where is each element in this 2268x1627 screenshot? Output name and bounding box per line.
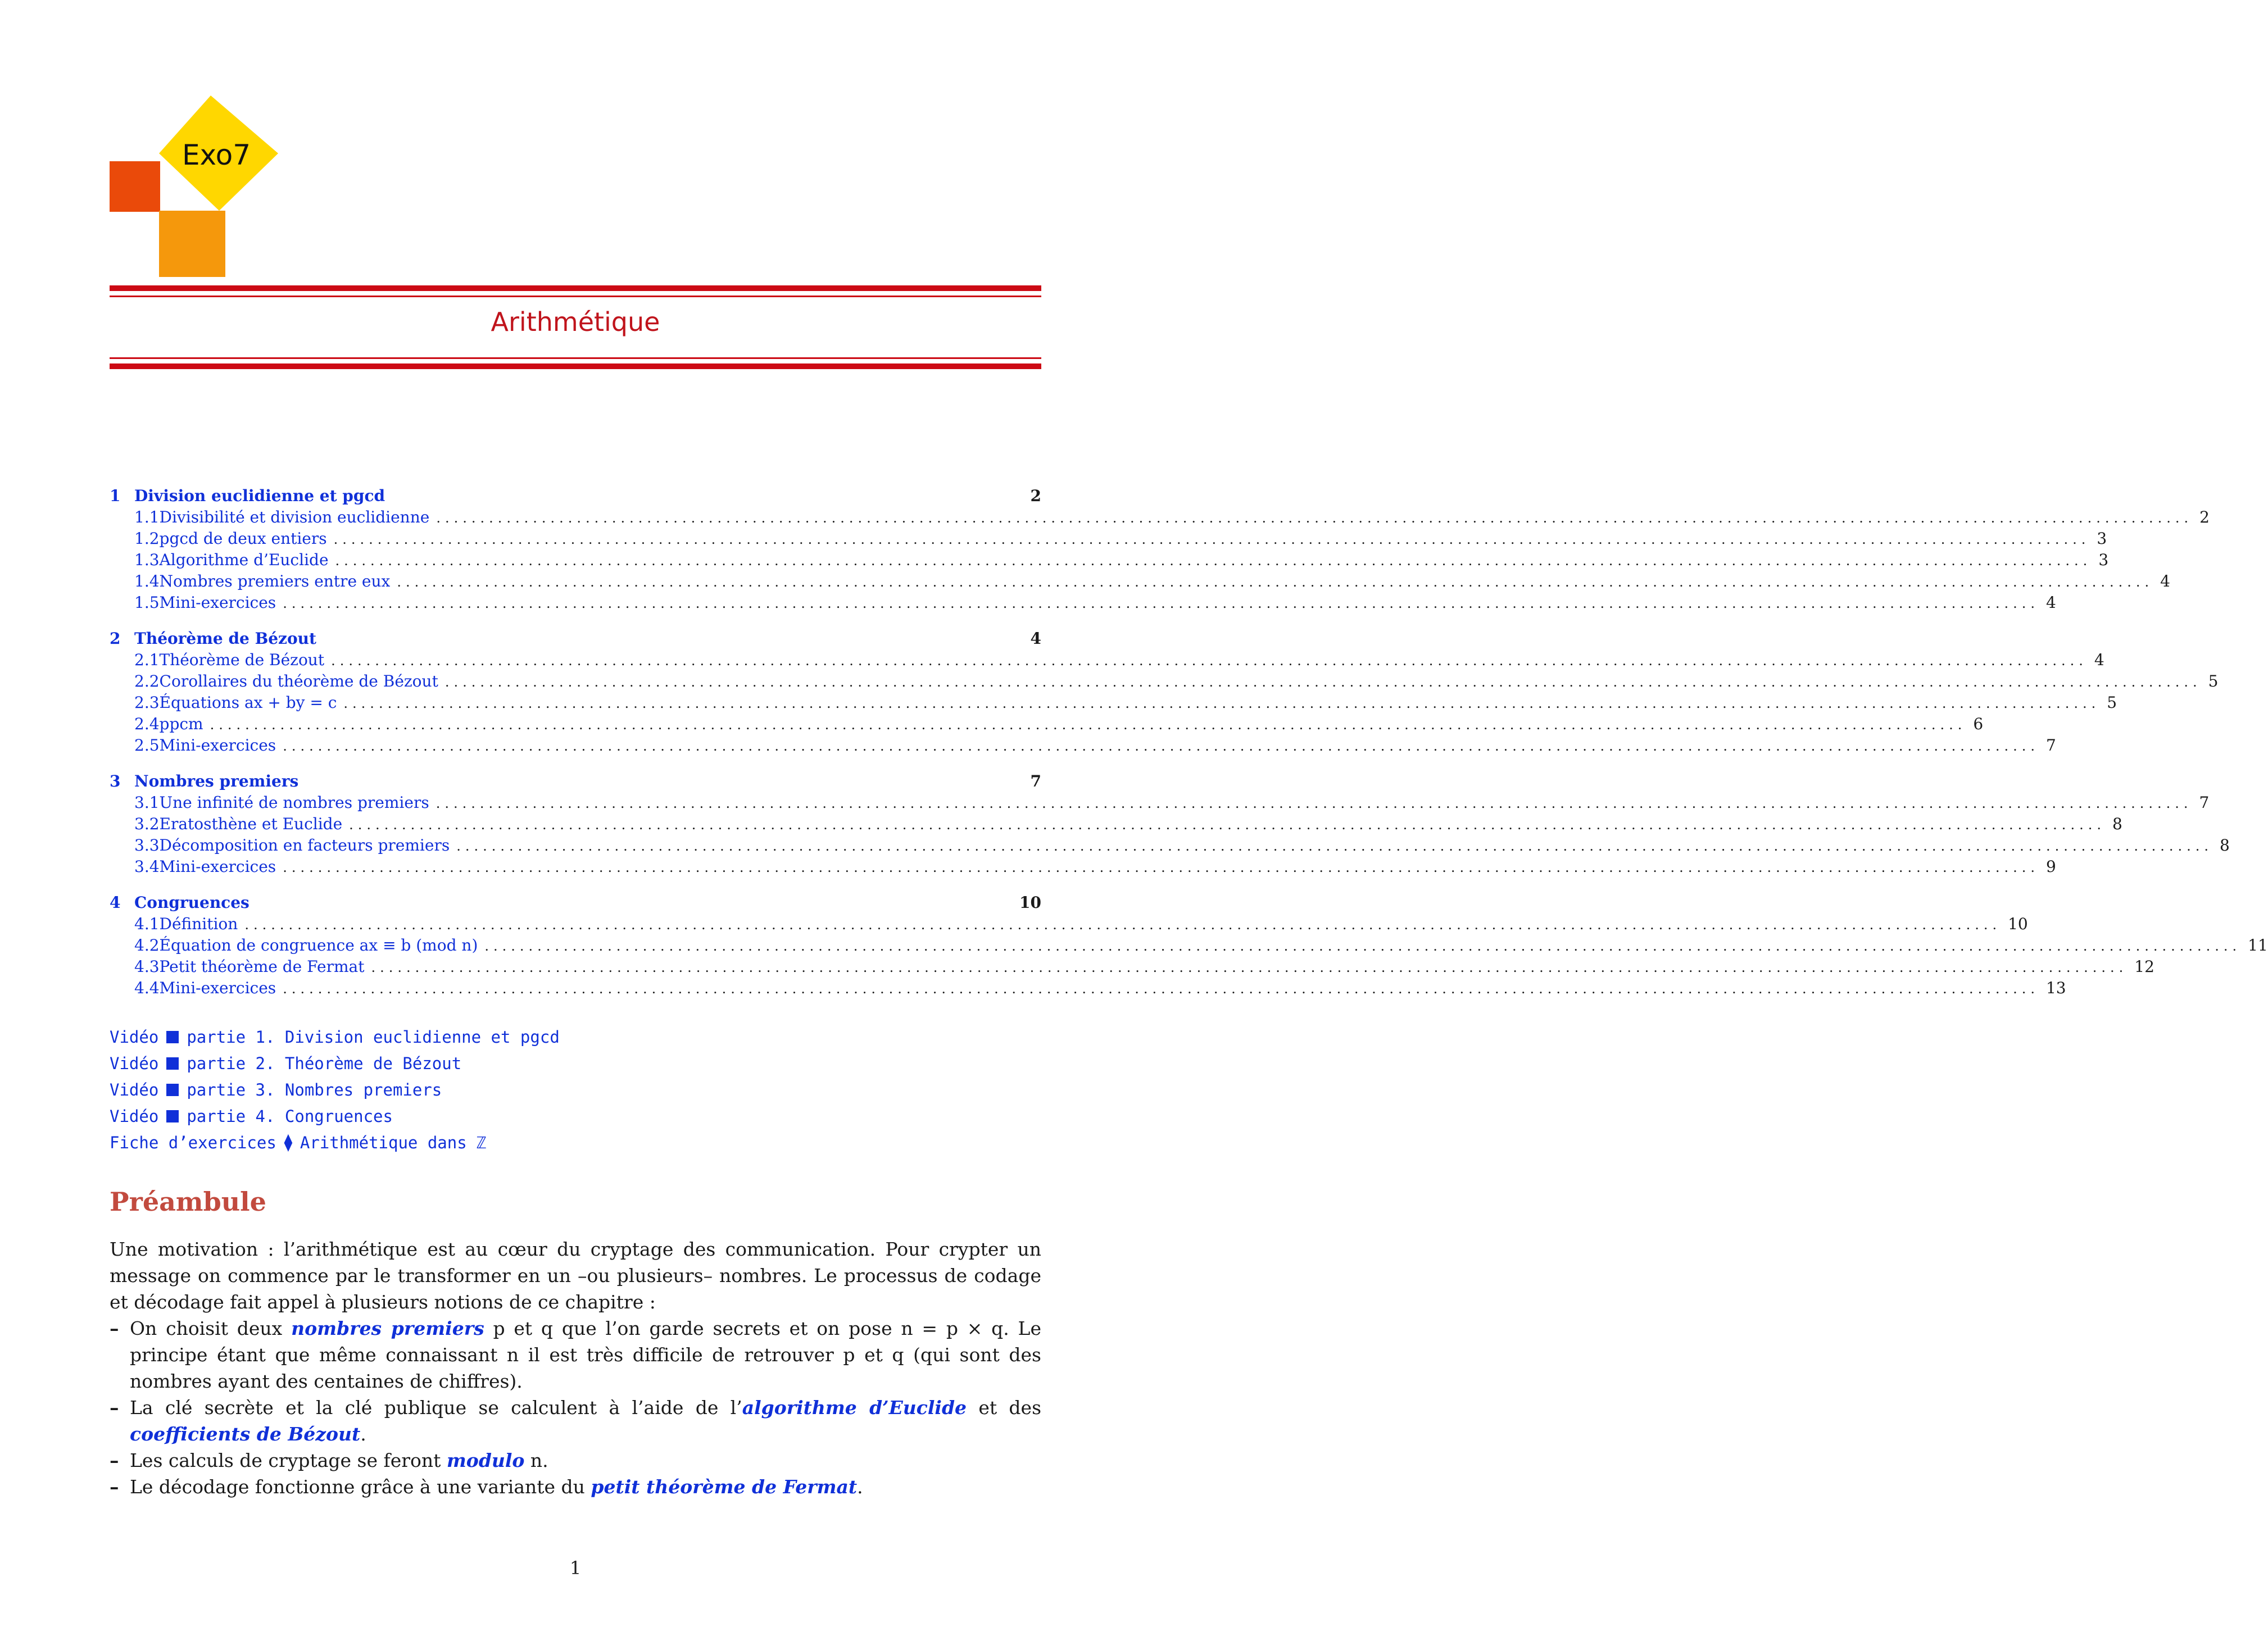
toc-page: 5 [2208,672,2219,690]
toc-page: 12 [2134,957,2154,976]
toc-leader: ........................................................................................................................................................................................................ [335,553,2092,569]
toc-subentry[interactable] [110,672,2219,693]
toc-subentry[interactable] [110,793,2210,815]
toc-subentry[interactable] [110,551,2109,572]
list-item: – On choisit deux nombres premiers p et q que l’on garde secrets et on pose n = p × q. Le principe étant que même connaissant n il est très difficile de retrouver p et q (qui sont des nombres ayant des centaines de chiffres). [110,1315,1041,1394]
toc-page: 7 [1030,772,1041,790]
toc-title: Équation de congruence ax ≡ b (mod n) [159,936,478,955]
toc-title: Mini-exercices [159,593,276,612]
toc-subentry[interactable] [110,651,2104,672]
video-link-3[interactable]: Vidéo partie 3. Nombres premiers [110,1080,442,1099]
toc-page: 4 [2160,572,2170,590]
toc-title: ppcm [159,715,203,733]
page-number: 1 [569,1557,582,1579]
toc-page: 13 [2045,979,2066,997]
toc-leader: ........................................................................................................................................................................................................ [456,838,2213,854]
toc-number: 1 [110,487,121,505]
toc-number: 4 [110,893,121,912]
toc-number: 2 [110,629,121,648]
toc-title: Divisibilité et division euclidienne [159,508,430,526]
toc-page: 8 [2220,836,2230,855]
logo-text: Exo7 [182,139,251,171]
toc-entry[interactable] [110,629,1041,651]
toc-title: Décomposition en facteurs premiers [159,836,450,855]
toc-number: 1.5 [134,593,160,612]
title-rule-bottom [110,357,1041,369]
video-link-2[interactable]: Vidéo partie 2. Théorème de Bézout [110,1053,462,1073]
keyword-link[interactable]: coefficients de Bézout [130,1423,361,1445]
title-rule-top [110,285,1041,297]
toc-number: 4.4 [134,979,160,997]
toc-title: Une infinité de nombres premiers [159,793,429,812]
exercise-sheet-link[interactable]: Fiche d’exercices ⧫ Arithmétique dans ℤ [110,1133,487,1152]
toc-section [110,772,2230,879]
toc-leader: ........................................................................................................................................................................................................ [283,981,2039,997]
keyword-link[interactable]: petit théorème de Fermat [591,1476,858,1498]
toc-page: 10 [1019,893,1041,912]
toc-title: Algorithme d’Euclide [159,551,329,569]
toc-entry[interactable] [110,772,1041,793]
toc-page: 9 [2045,857,2056,876]
toc-number: 1.4 [134,572,160,590]
toc-leader: ........................................................................................................................................................................................................ [210,717,1967,733]
toc-leader: ........................................................................................................................................................................................................ [436,510,2193,526]
toc-page: 2 [1030,487,1041,505]
toc-page: 11 [2248,936,2268,955]
toc-title: Nombres premiers [134,772,299,790]
toc-entry[interactable] [110,487,1041,508]
toc-title: Définition [159,915,238,933]
toc-title: Eratosthène et Euclide [159,815,343,833]
exo7-logo [110,96,278,281]
toc-subentry[interactable] [110,836,2230,857]
toc-page: 8 [2112,815,2122,833]
toc-leader: ........................................................................................................................................................................................................ [371,960,2128,975]
keyword-link[interactable]: algorithme d’Euclide [742,1397,967,1419]
toc-subentry[interactable] [110,936,2268,957]
keyword-link[interactable]: nombres premiers [291,1317,484,1339]
toc-page: 10 [2008,915,2028,933]
toc-subentry[interactable] [110,529,2107,551]
toc-title: Division euclidienne et pgcd [134,487,385,505]
toc-page: 6 [1973,715,1984,733]
toc-number: 1.1 [134,508,160,526]
toc-number: 3.3 [134,836,160,855]
toc-number: 3 [110,772,121,790]
toc-subentry[interactable] [110,508,2210,529]
toc-subentry[interactable] [110,593,2056,615]
toc-subentry[interactable] [110,915,2028,936]
video-link-4[interactable]: Vidéo partie 4. Congruences [110,1106,393,1126]
toc-title: Petit théorème de Fermat [159,957,365,976]
toc-subentry[interactable] [110,693,2117,715]
toc-leader: ........................................................................................................................................................................................................ [244,917,2002,933]
toc-leader: ........................................................................................................................................................................................................ [283,860,2039,875]
toc-subentry[interactable] [110,857,2056,879]
toc-entry[interactable] [110,893,1041,915]
table-of-contents [110,487,2268,1015]
keyword-link[interactable]: modulo [446,1449,525,1471]
preambule-list [110,1315,1041,1500]
square-bullet-icon [166,1057,179,1070]
toc-number: 2.3 [134,693,160,712]
toc-title: Nombres premiers entre eux [159,572,391,590]
toc-section [110,487,2210,615]
toc-leader: ........................................................................................................................................................................................................ [331,653,2088,669]
preambule-body [110,1236,1041,1500]
toc-section [110,629,2219,757]
toc-number: 4.2 [134,936,160,955]
toc-page: 4 [1030,629,1041,648]
toc-number: 1.2 [134,529,160,548]
toc-leader: ........................................................................................................................................................................................................ [343,696,2101,711]
toc-number: 2.4 [134,715,160,733]
toc-page: 7 [2045,736,2056,755]
toc-leader: ........................................................................................................................................................................................................ [436,796,2193,811]
toc-leader: ........................................................................................................................................................................................................ [444,674,2202,690]
toc-page: 3 [2098,551,2109,569]
toc-title: Congruences [134,893,250,912]
toc-page: 5 [2107,693,2117,712]
toc-leader: ........................................................................................................................................................................................................ [283,738,2039,754]
page-title: Arithmétique [491,307,660,337]
square-bullet-icon [166,1110,179,1122]
preambule-heading: Préambule [110,1187,266,1217]
toc-leader: ........................................................................................................................................................................................................ [397,574,2154,590]
toc-number: 4.3 [134,957,160,976]
video-link-1[interactable]: Vidéo partie 1. Division euclidienne et pgcd [110,1027,560,1047]
toc-page: 2 [2199,508,2210,526]
toc-page: 4 [2094,651,2104,669]
toc-title: Corollaires du théorème de Bézout [159,672,438,690]
toc-number: 3.4 [134,857,160,876]
toc-leader: ........................................................................................................................................................................................................ [333,531,2090,547]
toc-section [110,893,2268,1000]
list-item: – Les calculs de cryptage se feront modulo n. [110,1447,1041,1474]
toc-leader: ........................................................................................................................................................................................................ [484,938,2242,954]
list-item: – Le décodage fonctionne grâce à une variante du petit théorème de Fermat. [110,1474,1041,1500]
toc-number: 1.3 [134,551,160,569]
toc-title: Mini-exercices [159,736,276,755]
logo-graphic [110,96,278,281]
toc-number: 2.5 [134,736,160,755]
toc-leader: ........................................................................................................................................................................................................ [349,817,2106,833]
toc-subentry[interactable] [110,715,1984,736]
diamond-bullet-icon: ⧫ [283,1133,293,1152]
square-bullet-icon [166,1031,179,1043]
square-bullet-icon [166,1084,179,1096]
toc-subentry[interactable] [110,736,2056,757]
toc-subentry[interactable] [110,957,2154,979]
toc-page: 3 [2097,529,2107,548]
preambule-intro: Une motivation : l’arithmétique est au cœur du cryptage des communication. Pour crypter un message on commence par le transformer en un –ou plusieurs– nombres. Le processus de codage et décodage fait appel à plusieurs notions de ce chapitre : [110,1238,1041,1313]
toc-title: Mini-exercices [159,857,276,876]
toc-number: 4.1 [134,915,160,933]
toc-title: Équations ax + by = c [159,693,337,712]
toc-number: 2.2 [134,672,160,690]
toc-title: Théorème de Bézout [159,651,325,669]
toc-page: 7 [2199,793,2210,812]
toc-subentry[interactable] [110,815,2122,836]
toc-title: pgcd de deux entiers [159,529,327,548]
toc-page: 4 [2045,593,2056,612]
toc-number: 3.2 [134,815,160,833]
toc-leader: ........................................................................................................................................................................................................ [283,596,2039,611]
video-links [110,1024,560,1156]
toc-number: 2.1 [134,651,160,669]
toc-title: Mini-exercices [159,979,276,997]
toc-subentry[interactable] [110,572,2170,593]
toc-title: Théorème de Bézout [134,629,316,648]
toc-number: 3.1 [134,793,160,812]
list-item: – La clé secrète et la clé publique se calculent à l’aide de l’algorithme d’Euclide et des coefficients de Bézout. [110,1394,1041,1447]
toc-subentry[interactable] [110,979,2066,1000]
